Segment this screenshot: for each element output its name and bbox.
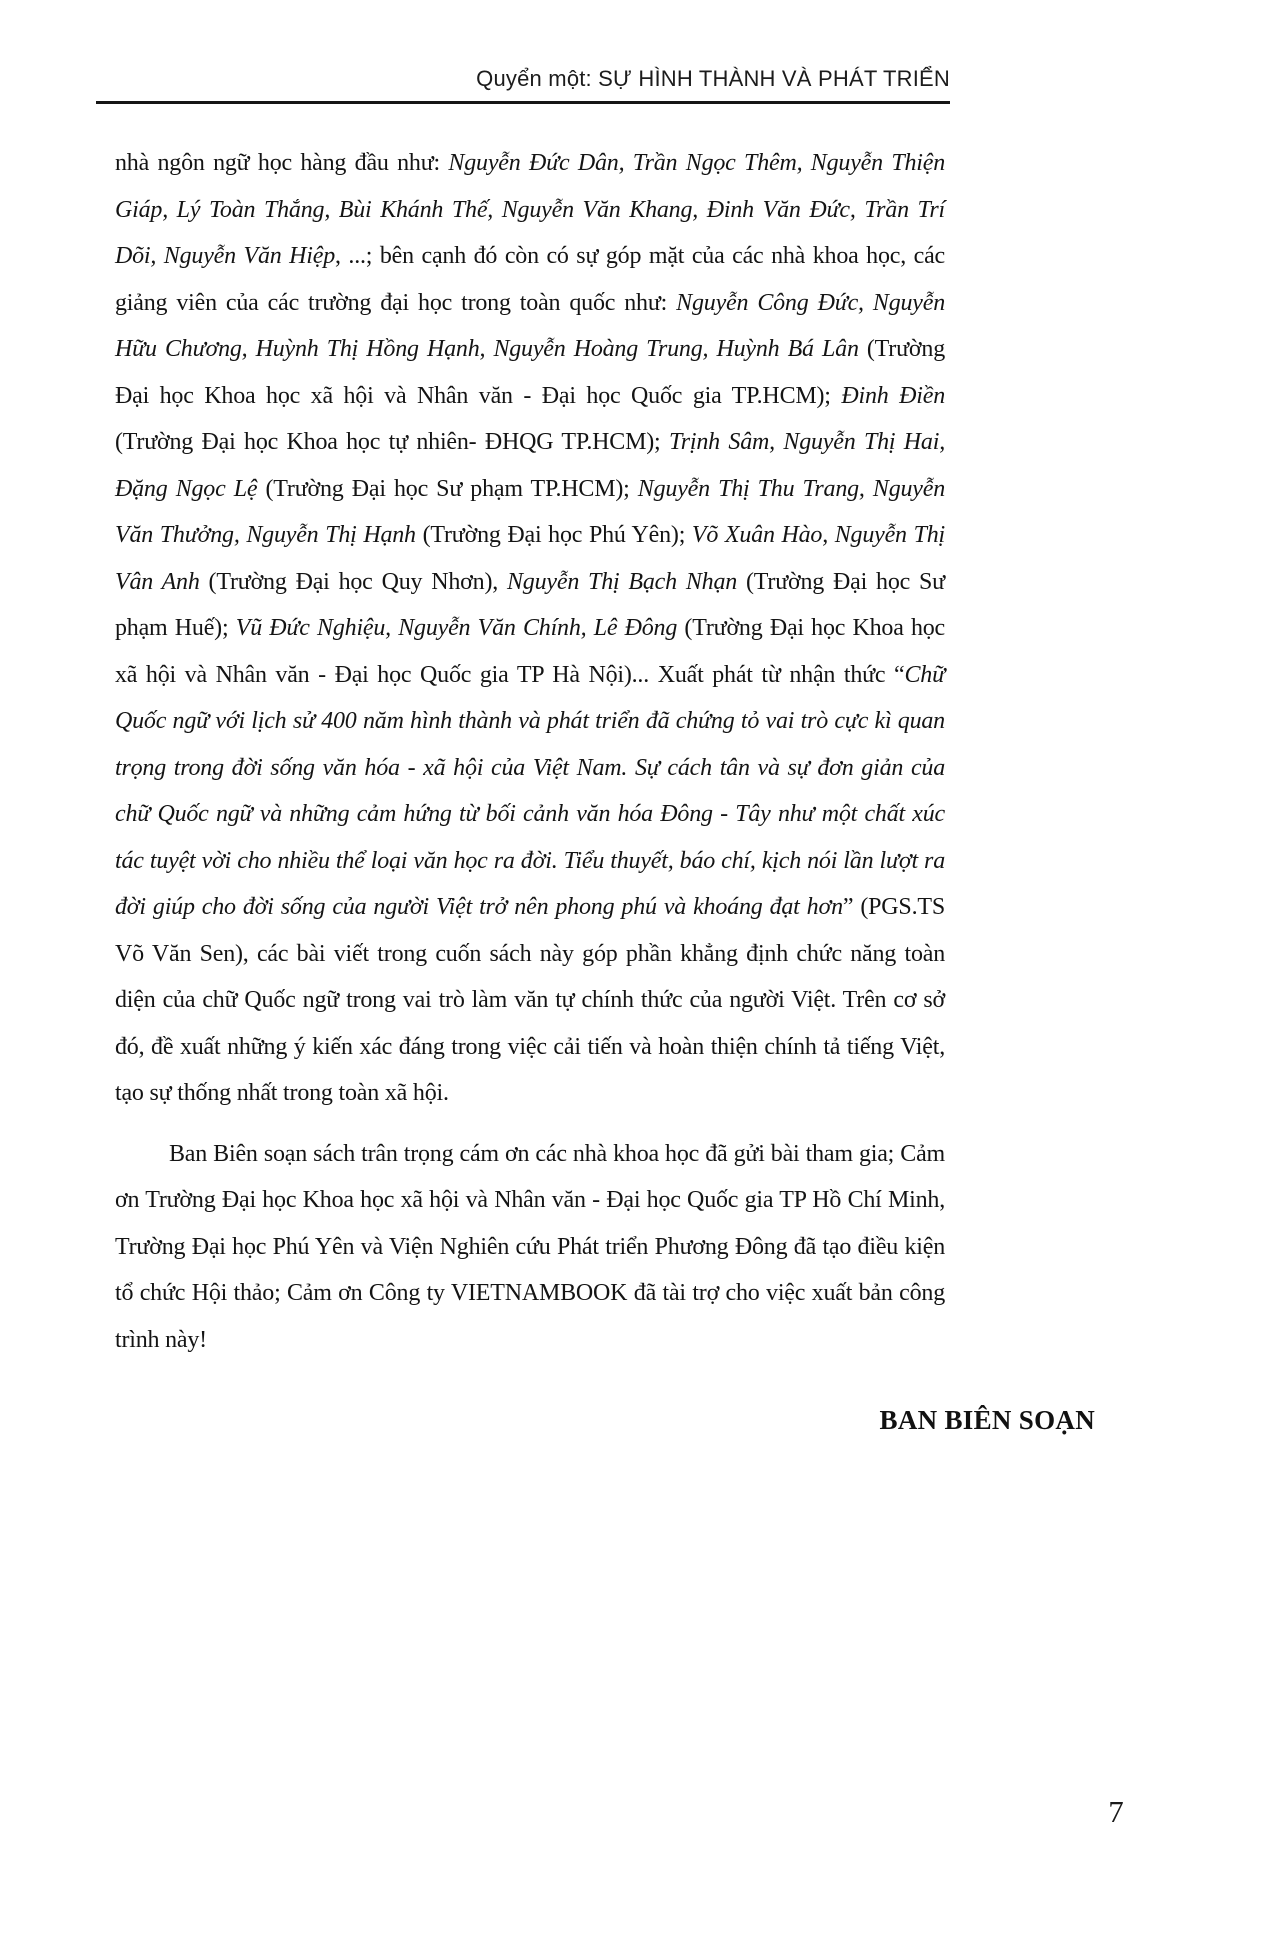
text-run: (Trường Đại học Khoa học xã hội và Nhân văn - Đại học Quốc gia TP Hà Nội)... Xuất phát từ nhận thức “ — [115, 615, 946, 688]
text-run: ” (PGS.TS Võ Văn Sen), các bài viết trong cuốn sách này góp phần khẳng định chức năng toàn diện của chữ Quốc ngữ trong vai trò làm văn tự chính thức của người Việt. Trên cơ sở đó, đề xuất những ý kiến xác đáng trong việc cải tiến và hoàn thiện chính tả tiếng Việt, tạo sự thống nhất trong toàn xã hội. — [115, 894, 945, 1106]
text-run: Ban Biên soạn sách trân trọng cám ơn các nhà khoa học đã gửi bài tham gia; Cảm ơn Trường Đại học Khoa học xã hội và Nhân văn - Đại học Quốc gia TP Hồ Chí Minh, Trường Đại học Phú Yên và Viện Nghiên cứu Phát triển Phương Đông đã tạo điều kiện tổ chức Hội thảo; Cảm ơn Công ty VIETNAMBOOK đã tài trợ cho việc xuất bản công trình này! — [115, 1140, 945, 1353]
text-run: (Trường Đại học Sư phạm Huế); — [115, 568, 945, 641]
book-page — [0, 66, 1262, 1955]
text-run: Đinh Điền — [841, 382, 945, 409]
text-run: (Trường Đại học Khoa học xã hội và Nhân văn - Đại học Quốc gia TP.HCM); — [115, 336, 945, 409]
header-title: Quyển một: SỰ HÌNH THÀNH VÀ PHÁT TRIỂN — [476, 66, 950, 91]
text-run: , ...; bên cạnh đó còn có sự góp mặt của các nhà khoa học, các giảng viên của các trường đại học trong toàn quốc như: — [115, 243, 945, 316]
text-run: Chữ Quốc ngữ với lịch sử 400 năm hình thành và phát triển đã chứng tỏ vai trò cực kì quan trọng trong đời sống văn hóa - xã hội của Việt Nam. Sự cách tân và sự đơn giản của chữ Quốc ngữ và những cảm hứng từ bối cảnh văn hóa Đông - Tây như một chất xúc tác tuyệt vời cho nhiều thể loại văn học ra đời. Tiểu thuyết, báo chí, kịch nói lần lượt ra đời giúp cho đời sống của người Việt trở nên phong phú và khoáng đạt hơn — [115, 661, 945, 920]
text-run: (Trường Đại học Khoa học tự nhiên- ĐHQG TP.HCM); — [115, 429, 669, 455]
signature: BAN BIÊN SOẠN — [879, 1405, 1095, 1435]
text-run: Nguyễn Đức Dân, Trần Ngọc Thêm, Nguyễn Thiện Giáp, Lý Toàn Thắng, Bùi Khánh Thế, Nguyễn Văn Khang, Đinh Văn Đức, Trần Trí Dõi, Nguyễn Văn Hiệp — [115, 150, 945, 269]
paragraph — [115, 1131, 945, 1364]
text-run: (Trường Đại học Sư phạm TP.HCM); — [257, 475, 638, 502]
text-run: Vũ Đức Nghiệu, Nguyễn Văn Chính, Lê Đông — [235, 615, 678, 641]
text-run: Nguyễn Công Đức, Nguyễn Hữu Chương, Huỳnh Thị Hồng Hạnh, Nguyễn Hoàng Trung, Huỳnh Bá Lân — [115, 289, 945, 362]
text-run: (Trường Đại học Phú Yên); — [415, 522, 692, 548]
text-run: Trịnh Sâm, Nguyễn Thị Hai, Đặng Ngọc Lệ — [115, 429, 945, 502]
paragraph — [115, 140, 945, 1117]
text-run: Nguyễn Thị Bạch Nhạn — [507, 568, 738, 595]
body-text — [115, 140, 945, 1363]
text-run: (Trường Đại học Quy Nhơn), — [199, 568, 507, 595]
page-number: 7 — [1108, 1794, 1124, 1829]
text-run: Võ Xuân Hào, Nguyễn Thị Vân Anh — [115, 522, 945, 595]
text-run: Nguyễn Thị Thu Trang, Nguyễn Văn Thưởng, Nguyễn Thị Hạnh — [115, 475, 945, 548]
page-header — [96, 66, 950, 104]
text-run: nhà ngôn ngữ học hàng đầu như: — [115, 150, 449, 176]
